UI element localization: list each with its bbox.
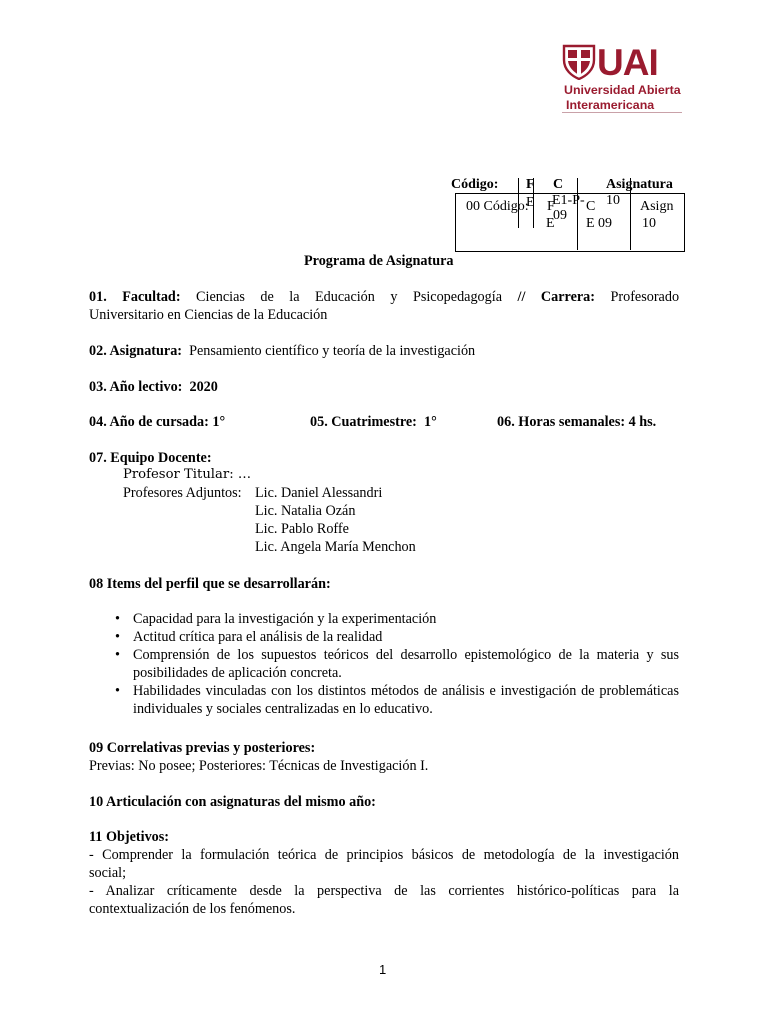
perfil-items-label: 08 Items del perfil que se desarrollarán:: [89, 576, 331, 592]
correlativas-label: 09 Correlativas previas y posteriores:: [89, 740, 316, 756]
objetivo-1: - Comprender la formulación teórica de principios básicos de metodología de la investigación: [89, 847, 679, 863]
code-cell-09a: 09: [553, 208, 567, 223]
objetivo-1-cont: social;: [89, 865, 127, 881]
facultad-separator: //: [517, 289, 526, 305]
profesores-adjuntos-label: Profesores Adjuntos:: [123, 485, 242, 501]
code-header-f: F: [526, 177, 535, 192]
code-cell-f: F: [547, 199, 555, 214]
ano-lectivo-label: 03. Año lectivo:: [89, 379, 183, 395]
facultad-label: 01. Facultad:: [89, 289, 181, 305]
code-header-codigo: Código:: [451, 177, 499, 192]
equipo-docente-label: 07. Equipo Docente:: [89, 450, 212, 466]
logo-line-1: Universidad Abierta: [564, 83, 681, 97]
page-number: 1: [379, 962, 387, 977]
facultad-line: [89, 288, 679, 306]
code-header-c: C: [553, 177, 564, 192]
logo-brand: UAI: [597, 42, 658, 83]
list-item: • Capacidad para la investigación y la experimentación: [89, 610, 679, 628]
horas-semanales: 06. Horas semanales: 4 hs.: [497, 414, 657, 430]
code-cell-c: C: [586, 199, 596, 214]
adjunto-name: Lic. Daniel Alessandri: [255, 485, 383, 501]
correlativas-value: Previas: No posee; Posteriores: Técnicas de Investigación I.: [89, 758, 429, 774]
code-cell-asign: Asign: [640, 199, 674, 214]
logo-line-2: Interamericana: [566, 98, 655, 112]
ano-cursada: 04. Año de cursada: 1°: [89, 414, 226, 430]
ano-lectivo-line: [89, 378, 218, 396]
list-item: • Habilidades vinculadas con los distintos métodos de análisis e investigación de problemáticas individuales y sociales centralizadas en lo educativo.: [89, 682, 679, 718]
code-table-divider: [577, 178, 578, 250]
ano-lectivo-value: 2020: [189, 379, 218, 395]
carrera-label: Carrera:: [540, 289, 595, 305]
code-header-asignatura: Asignatura: [606, 177, 673, 192]
list-item: • Actitud crítica para el análisis de la realidad: [89, 628, 679, 646]
code-cell-e09: E 09: [586, 216, 613, 231]
facultad-value: Ciencias de la Educación y Psicopedagogía: [196, 289, 502, 305]
objetivos-label: 11 Objetivos:: [89, 829, 169, 845]
code-cell-e2: E: [546, 216, 555, 231]
code-cell-10b: 10: [642, 216, 656, 231]
code-cell-e1: E1-P-: [552, 193, 585, 208]
objetivo-2: - Analizar críticamente desde la perspectiva de las corrientes histórico-políticas para la: [89, 883, 679, 899]
objetivo-2-cont: contextualización de los fenómenos.: [89, 901, 296, 917]
profesor-titular: Profesor Titular: …: [123, 467, 252, 482]
code-cell-fe: E: [526, 195, 535, 210]
list-item: • Comprensión de los supuestos teóricos del desarrollo epistemológico de la materia y sus posibilidades de aplicación concreta.: [89, 646, 679, 682]
perfil-items-list: [89, 610, 679, 718]
carrera-value-cont: Universitario en Ciencias de la Educación: [89, 307, 328, 323]
asignatura-line: [89, 342, 475, 360]
crest-icon: [562, 44, 596, 80]
code-table: [451, 177, 684, 251]
uai-logo: [562, 44, 684, 112]
adjunto-name: Lic. Angela María Menchon: [255, 539, 416, 555]
logo-rule: [562, 112, 682, 113]
cuatrimestre: 05. Cuatrimestre: 1°: [310, 414, 437, 430]
asignatura-value: Pensamiento científico y teoría de la investigación: [189, 343, 476, 359]
articulacion-label: 10 Articulación con asignaturas del mismo año:: [89, 794, 376, 810]
adjunto-name: Lic. Pablo Roffe: [255, 521, 349, 537]
carrera-value: Profesorado: [610, 289, 680, 305]
page-title: Programa de Asignatura: [304, 253, 454, 269]
code-cell-codigo: 00 Código:: [466, 199, 529, 214]
adjunto-name: Lic. Natalia Ozán: [255, 503, 356, 519]
code-cell-10a: 10: [606, 193, 620, 208]
asignatura-label: 02. Asignatura:: [89, 343, 183, 359]
